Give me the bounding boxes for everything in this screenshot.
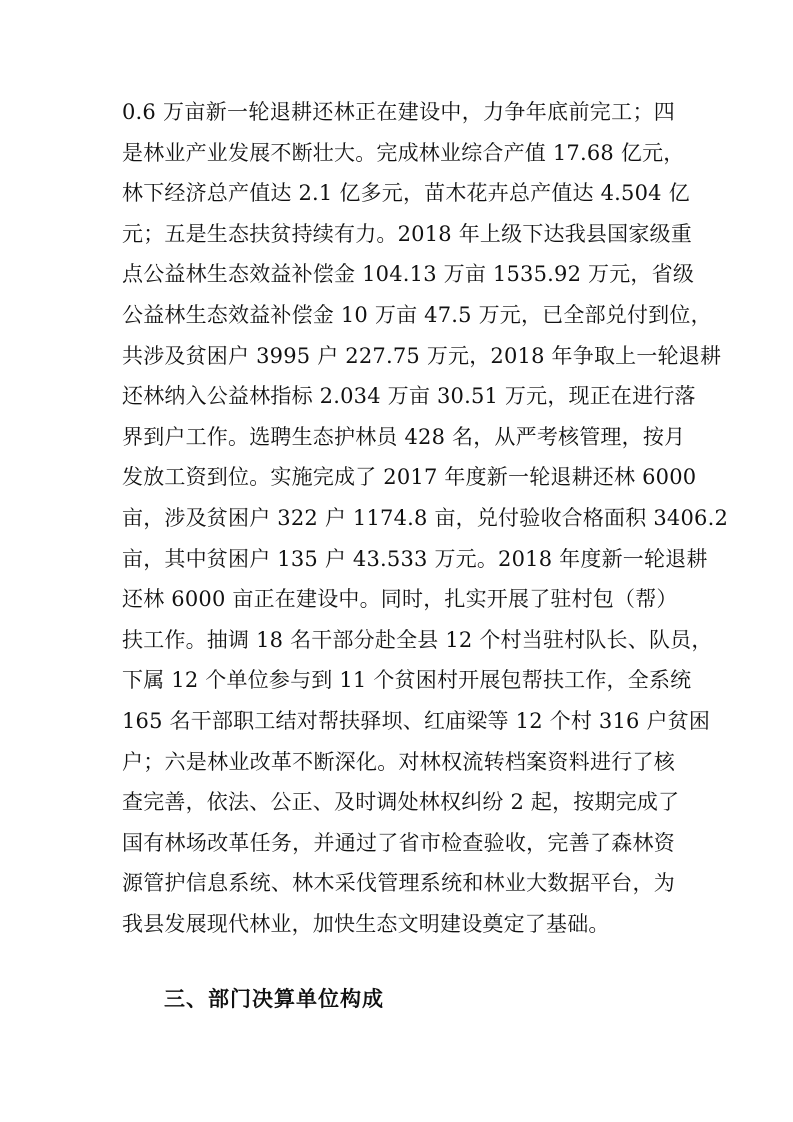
body-paragraph <box>122 92 729 944</box>
paragraph-line: 还林纳入公益林指标 2.034 万亩 30.51 万元，现正在进行落 <box>122 384 696 409</box>
paragraph-line: 是林业产业发展不断壮大。完成林业综合产值 17.68 亿元， <box>122 140 685 165</box>
paragraph-line: 查完善，依法、公正、及时调处林权纠纷 2 起，按期完成了 <box>122 790 680 815</box>
paragraph-line: 亩，其中贫困户 135 户 43.533 万元。2018 年度新一轮退耕 <box>122 546 708 571</box>
paragraph-line: 共涉及贫困户 3995 户 227.75 万元，2018 年争取上一轮退耕 <box>122 343 722 368</box>
paragraph-line: 我县发展现代林业，加快生态文明建设奠定了基础。 <box>122 911 610 936</box>
paragraph-line: 亩，涉及贫困户 322 户 1174.8 亩，兑付验收合格面积 3406.2 <box>122 505 729 530</box>
section-heading: 三、部门决算单位构成 <box>164 987 384 1011</box>
paragraph-line: 0.6 万亩新一轮退耕还林正在建设中，力争年底前完工；四 <box>122 100 675 124</box>
paragraph-line: 还林 6000 亩正在建设中。同时，扎实开展了驻村包（帮） <box>122 587 678 612</box>
paragraph-line: 下属 12 个单位参与到 11 个贫困村开展包帮扶工作，全系统 <box>122 668 692 693</box>
paragraph-line: 林下经济总产值达 2.1 亿多元，苗木花卉总产值达 4.504 亿 <box>122 181 690 206</box>
paragraph-line: 扶工作。抽调 18 名干部分赴全县 12 个村当驻村队长、队员， <box>122 627 713 652</box>
paragraph-line: 元；五是生态扶贫持续有力。2018 年上级下达我县国家级重 <box>122 221 692 246</box>
paragraph-line: 发放工资到位。实施完成了 2017 年度新一轮退耕还林 6000 <box>122 465 697 490</box>
paragraph-line: 国有林场改革任务，并通过了省市检查验收，完善了森林资 <box>122 830 675 855</box>
paragraph-line: 户；六是林业改革不断深化。对林权流转档案资料进行了核 <box>122 749 675 774</box>
paragraph-line: 165 名干部职工结对帮扶驿坝、红庙梁等 12 个村 316 户贫困 <box>122 708 711 733</box>
paragraph-line: 界到户工作。选聘生态护林员 428 名，从严考核管理，按月 <box>122 424 686 449</box>
paragraph-line: 公益林生态效益补偿金 10 万亩 47.5 万元，已全部兑付到位， <box>122 302 712 327</box>
paragraph-line: 点公益林生态效益补偿金 104.13 万亩 1535.92 万元，省级 <box>122 262 695 287</box>
paragraph-line: 源管护信息系统、林木采伐管理系统和林业大数据平台，为 <box>122 871 675 896</box>
